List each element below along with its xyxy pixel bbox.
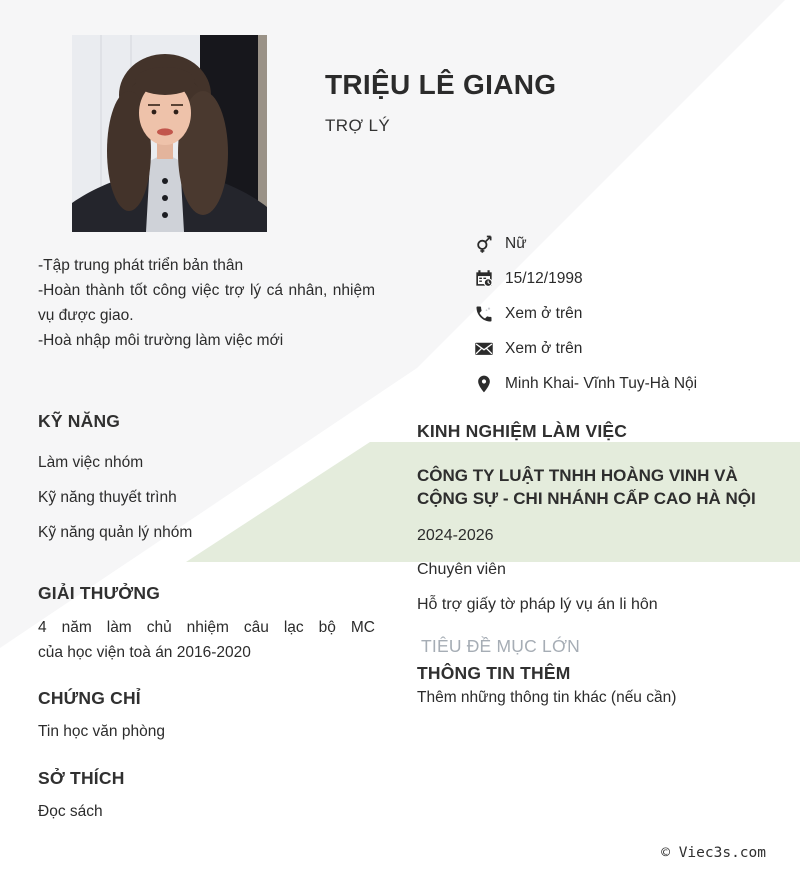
experience-description: Hỗ trợ giấy tờ pháp lý vụ án li hôn: [417, 596, 658, 613]
skill-item: Kỹ năng quản lý nhóm: [38, 524, 193, 541]
address-value: Minh Khai- Vĩnh Tuy-Hà Nội: [505, 375, 698, 392]
email-icon: [474, 339, 494, 359]
certificate-item: Tin học văn phòng: [38, 723, 165, 740]
contact-row-phone: [474, 303, 697, 325]
summary-line: -Hoà nhập môi trường làm việc mới: [38, 332, 284, 349]
experience-position: Chuyên viên: [417, 561, 506, 578]
contact-info-list: [474, 233, 697, 395]
contact-row-gender: [474, 233, 697, 255]
birthday-value: 15/12/1998: [505, 270, 583, 287]
summary-line: -Hoàn thành tốt công việc trợ lý cá nhân, nhiệm: [38, 282, 375, 299]
location-icon: [474, 374, 494, 394]
skill-item: Kỹ năng thuyết trình: [38, 489, 177, 506]
additional-note: Thêm những thông tin khác (nếu cần): [417, 689, 677, 706]
award-item: [38, 615, 375, 665]
profile-photo: [72, 35, 267, 232]
summary-line: vụ được giao.: [38, 307, 134, 324]
summary-paragraph: [38, 253, 375, 353]
gender-value: Nữ: [505, 235, 527, 252]
award-line: 4 năm làm chủ nhiệm câu lạc bộ MC: [38, 619, 375, 636]
skills-heading: KỸ NĂNG: [38, 411, 121, 431]
page-title: TRIỆU LÊ GIANG: [325, 69, 557, 100]
contact-row-birthday: [474, 268, 697, 290]
phone-icon: [474, 304, 494, 324]
contact-row-email: [474, 338, 697, 360]
experience-heading: KINH NGHIỆM LÀM VIỆC: [417, 421, 628, 441]
contact-row-address: [474, 373, 697, 395]
hobbies-heading: SỞ THÍCH: [38, 768, 125, 788]
hobby-item: Đọc sách: [38, 803, 103, 820]
summary-line: -Tập trung phát triển bản thân: [38, 257, 244, 274]
job-title: TRỢ LÝ: [325, 116, 391, 135]
watermark-credit: © Viec3s.com: [661, 845, 766, 861]
calendar-icon: [474, 269, 494, 289]
additional-heading: THÔNG TIN THÊM: [417, 663, 571, 683]
experience-period: 2024-2026: [417, 527, 494, 544]
email-value: Xem ở trên: [505, 340, 583, 357]
section-placeholder-label: TIÊU ĐỀ MỤC LỚN: [421, 636, 580, 656]
phone-value: Xem ở trên: [505, 305, 583, 322]
certificates-heading: CHỨNG CHỈ: [38, 688, 141, 708]
award-line: của học viện toà án 2016-2020: [38, 644, 251, 661]
awards-heading: GIẢI THƯỞNG: [38, 583, 161, 603]
experience-company: CÔNG TY LUẬT TNHH HOÀNG VINH VÀ CỘNG SỰ - CHI NHÁNH CẤP CAO HÀ NỘI: [417, 466, 756, 508]
gender-icon: [474, 234, 494, 254]
skill-item: Làm việc nhóm: [38, 454, 144, 471]
